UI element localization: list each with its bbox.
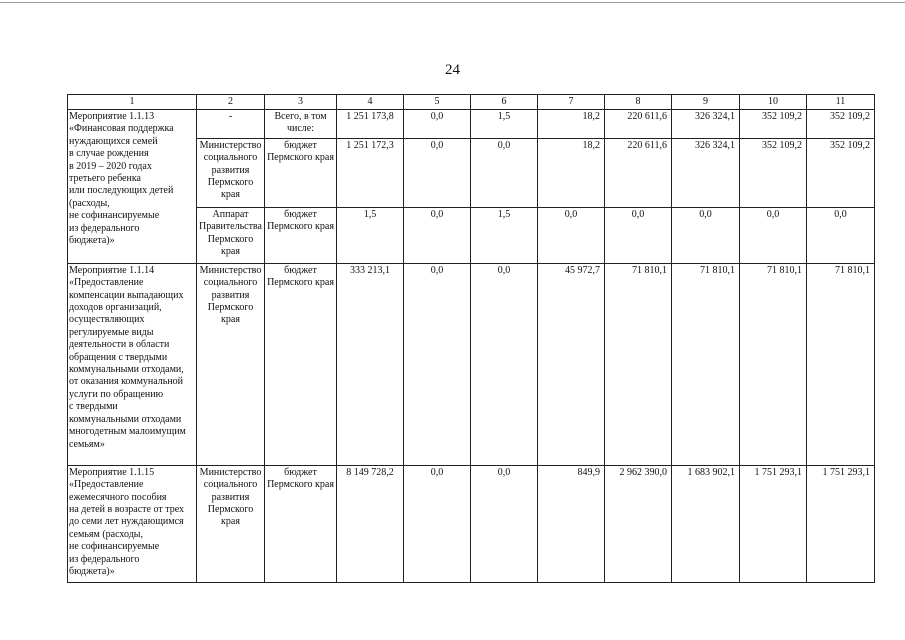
- column-header: 11: [807, 95, 875, 110]
- value-cell: 0,0: [404, 207, 471, 263]
- value-cell: 0,0: [404, 110, 471, 139]
- value-cell: 45 972,7: [538, 263, 605, 465]
- value-cell: 1 251 172,3: [337, 138, 404, 207]
- executor-cell: Министерство социального развития Пермского края: [197, 263, 265, 465]
- funding-source-cell: бюджет Пермского края: [265, 465, 337, 582]
- table-row: [68, 263, 875, 465]
- value-cell: 849,9: [538, 465, 605, 582]
- measure-title-1-1-13: Мероприятие 1.1.13 «Финансовая поддержка нуждающихся семей в случае рождения в 2019 – 2020 годах третьего ребенка или последующих детей (расходы, не софинансируемые из федерального бюджета)»: [68, 110, 197, 264]
- value-cell: 18,2: [538, 138, 605, 207]
- page-number: 24: [445, 62, 460, 78]
- table-row: [68, 110, 875, 139]
- budget-table: [67, 94, 875, 583]
- measure-title-1-1-14: Мероприятие 1.1.14 «Предоставление компенсации выпадающих доходов организаций, осуществляющих регулируемые виды деятельности в области обращения с твердыми коммунальными отходами, от оказания коммунальной услуги по обращению с твердыми коммунальными отходами многодетным малоимущим семьям»: [68, 263, 197, 465]
- value-cell: 1,5: [471, 110, 538, 139]
- column-header: 10: [740, 95, 807, 110]
- value-cell: 333 213,1: [337, 263, 404, 465]
- value-cell: 0,0: [404, 138, 471, 207]
- column-number-row: [68, 95, 875, 110]
- funding-source-cell: бюджет Пермского края: [265, 207, 337, 263]
- value-cell: 71 810,1: [605, 263, 672, 465]
- value-cell: 1 751 293,1: [740, 465, 807, 582]
- value-cell: 1 683 902,1: [672, 465, 740, 582]
- value-cell: 0,0: [404, 263, 471, 465]
- column-header: 6: [471, 95, 538, 110]
- executor-cell: Министерство социального развития Пермского края: [197, 465, 265, 582]
- value-cell: 0,0: [471, 465, 538, 582]
- value-cell: 1,5: [471, 207, 538, 263]
- value-cell: 1,5: [337, 207, 404, 263]
- value-cell: 0,0: [471, 263, 538, 465]
- value-cell: 0,0: [404, 465, 471, 582]
- value-cell: 220 611,6: [605, 110, 672, 139]
- column-header: 9: [672, 95, 740, 110]
- funding-source-cell: Всего, в том числе:: [265, 110, 337, 139]
- value-cell: 326 324,1: [672, 110, 740, 139]
- funding-source-cell: бюджет Пермского края: [265, 138, 337, 207]
- value-cell: 1 751 293,1: [807, 465, 875, 582]
- column-header: 4: [337, 95, 404, 110]
- value-cell: 0,0: [740, 207, 807, 263]
- column-header: 3: [265, 95, 337, 110]
- value-cell: 0,0: [538, 207, 605, 263]
- value-cell: 18,2: [538, 110, 605, 139]
- funding-source-cell: бюджет Пермского края: [265, 263, 337, 465]
- value-cell: 71 810,1: [807, 263, 875, 465]
- column-header: 8: [605, 95, 672, 110]
- value-cell: 0,0: [471, 138, 538, 207]
- value-cell: 8 149 728,2: [337, 465, 404, 582]
- value-cell: 352 109,2: [807, 110, 875, 139]
- value-cell: 220 611,6: [605, 138, 672, 207]
- value-cell: 71 810,1: [672, 263, 740, 465]
- value-cell: 326 324,1: [672, 138, 740, 207]
- measure-title-1-1-15: Мероприятие 1.1.15 «Предоставление ежемесячного пособия на детей в возрасте от трех до семи лет нуждающимся семьям (расходы, не софинансируемые из федерального бюджета)»: [68, 465, 197, 582]
- value-cell: 71 810,1: [740, 263, 807, 465]
- executor-cell: -: [197, 110, 265, 139]
- value-cell: 352 109,2: [740, 110, 807, 139]
- value-cell: 0,0: [672, 207, 740, 263]
- value-cell: 1 251 173,8: [337, 110, 404, 139]
- executor-cell: Министерство социального развития Пермского края: [197, 138, 265, 207]
- column-header: 1: [68, 95, 197, 110]
- executor-cell: Аппарат Правительства Пермского края: [197, 207, 265, 263]
- top-rule: [0, 2, 905, 3]
- value-cell: 352 109,2: [740, 138, 807, 207]
- column-header: 2: [197, 95, 265, 110]
- value-cell: 0,0: [605, 207, 672, 263]
- table-row: [68, 465, 875, 582]
- value-cell: 352 109,2: [807, 138, 875, 207]
- column-header: 5: [404, 95, 471, 110]
- value-cell: 0,0: [807, 207, 875, 263]
- value-cell: 2 962 390,0: [605, 465, 672, 582]
- column-header: 7: [538, 95, 605, 110]
